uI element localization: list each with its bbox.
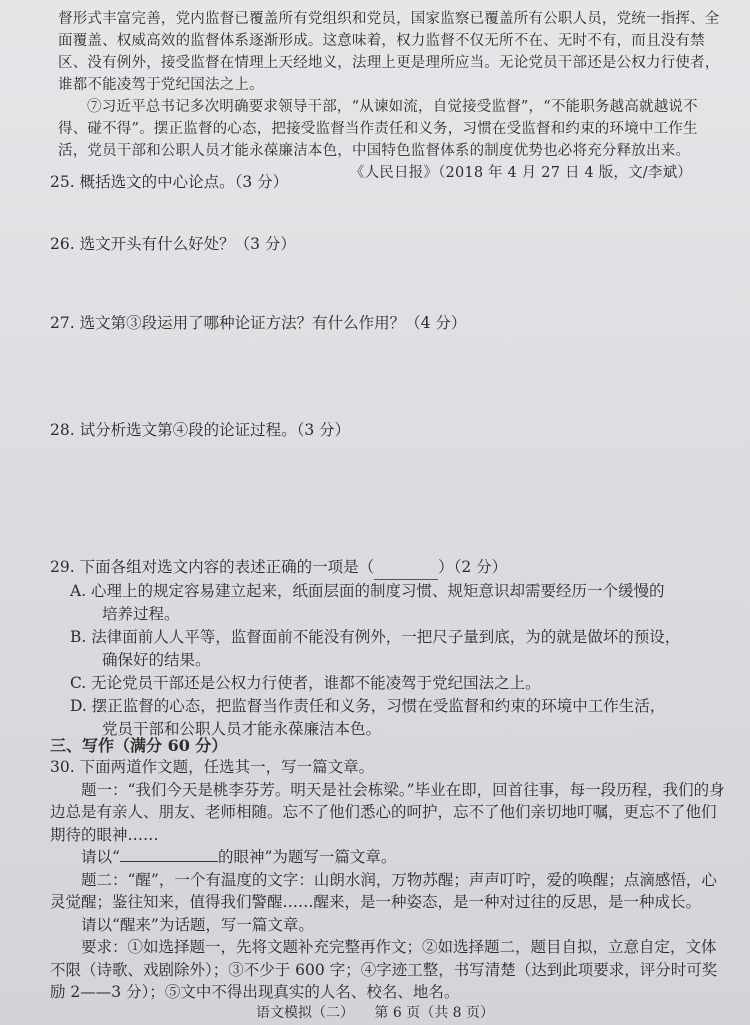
- footer-page-number: 第 6 页（共 8 页）: [374, 1005, 495, 1021]
- answer-blank[interactable]: [374, 556, 438, 580]
- question-28: 28. 试分析选文第④段的论证过程。（3 分）: [50, 421, 351, 439]
- writing-intro: 30. 下面两道作文题，任选其一，写一篇文章。: [50, 758, 375, 776]
- question-27: 27. 选文第③段运用了哪种论证方法？有什么作用？（4 分）: [50, 314, 467, 332]
- footer-subject: 语文模拟（二）: [255, 1005, 354, 1021]
- option-d: D. 摆正监督的心态，把监督当作责任和义务，习惯在受监督和约束的环境中工作生活， 党员干部和公职人员才能永葆廉洁本色。: [70, 697, 666, 738]
- writing-topic-2-requirement: 请以“醒来”为话题，写一篇文章。: [81, 915, 314, 934]
- writing-topic-1: 题一：“我们今天是桃李芬芳。明天是社会栋梁。”毕业在即，回首往事，每一段历程，我们的身边总是有亲人、朋友、老师相随。忘不了他们悉心的呵护，忘不了他们亲切地叮嘱，更忘不了他们期待的眼神……: [50, 780, 725, 844]
- passage-source: 《人民日报》（2018 年 4 月 27 日 4 版，文/李斌）: [349, 165, 692, 181]
- question-29-stem: [50, 556, 722, 580]
- option-b: B. 法律面前人人平等，监督面前不能没有例外，一把尺子量到底，为的就是做坏的预设， 确保好的结果。: [70, 628, 681, 669]
- page-footer: [0, 1002, 750, 1022]
- passage-paragraph-7: ⑦习近平总书记多次明确要求领导干部，“从谏如流，自觉接受监督”，“不能职务越高就越说不得、碰不得”。摆正监督的心态，把接受监督当作责任和义务，习惯在受监督和约束的环境中工作生活，党员干部和公职人员才能永葆廉洁本色，中国特色监督体系的制度优势也必将充分释放出来。: [58, 99, 698, 159]
- section-title-writing: 三、写作（满分 60 分）: [50, 736, 228, 755]
- passage-paragraph-6: 督形式丰富完善，党内监督已覆盖所有党组织和党员，国家监察已覆盖所有公职人员，党统一指挥、全面覆盖、权威高效的监督体系逐渐形成。这意味着，权力监督不仅无所不在、无时不有，而且没有禁区、没有例外，接受监督在情理上天经地义，法理上更是理所应当。无论党员干部还是公权力行使者，谁都不能凌驾于党纪国法之上。: [58, 11, 720, 93]
- option-a: A. 心理上的规定容易建立起来，纸面层面的制度习惯、规矩意识却需要经历一个缓慢的 培养过程。: [70, 582, 665, 623]
- question-25: 25. 概括选文的中心论点。（3 分）: [50, 173, 289, 191]
- question-29-points: ）（2 分）: [438, 558, 508, 576]
- writing-requirements: 要求：①如选择题一，先将文题补充完整再作文；②如选择题二，题目自拟，立意自定，文体不限（诗歌、戏剧除外）；③不少于 600 字；④字迹工整，书写清楚（达到此项要求，评分时可奖励 2——3 分）；⑤文中不得出现真实的人名、校名、地名。: [50, 938, 718, 1001]
- question-26: 26. 选文开头有什么好处？（3 分）: [50, 235, 296, 253]
- title-fill-blank[interactable]: [120, 847, 218, 862]
- writing-topic-2: 题二：“醒”，一个有温度的文字：山朗水润，万物苏醒；声声叮咛，爱的唤醒；点滴感悟，心灵觉醒；鉴往知来，值得我们警醒……醒来，是一种姿态，是一种对过往的反思，是一种成长。: [50, 870, 717, 911]
- writing-question-30: [50, 756, 726, 1004]
- reading-passage: [58, 8, 722, 184]
- writing-topic-1-requirement: 请以“ 的眼神”为题写一篇文章。: [81, 848, 397, 866]
- question-29-stem-text: 29. 下面各组对选文内容的表述正确的一项是（: [50, 558, 375, 576]
- question-29: [50, 556, 722, 741]
- option-c: C. 无论党员干部还是公权力行使者，谁都不能凌驾于党纪国法之上。: [70, 674, 541, 692]
